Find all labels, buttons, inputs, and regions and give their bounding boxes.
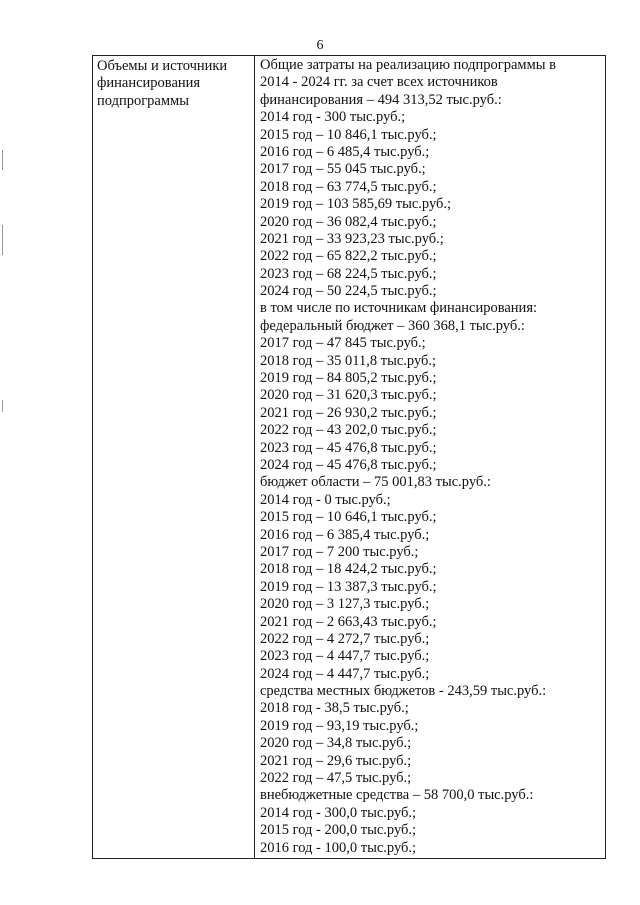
funding-detail-line: 2014 год - 300,0 тыс.руб.; — [260, 804, 417, 821]
scan-margin-mark — [2, 225, 3, 255]
section-label-line: финансирования — [97, 75, 201, 92]
funding-detail-line: 2019 год – 103 585,69 тыс.руб.; — [260, 196, 452, 213]
funding-detail-line: 2022 год – 47,5 тыс.руб.; — [260, 770, 412, 787]
funding-detail-line: 2022 год – 43 202,0 тыс.руб.; — [260, 422, 437, 439]
funding-detail-line: 2018 год – 35 011,8 тыс.руб.; — [260, 352, 437, 369]
funding-detail-line: средства местных бюджетов - 243,59 тыс.руб.: — [260, 683, 547, 700]
funding-detail-line: 2017 год – 7 200 тыс.руб.; — [260, 543, 419, 560]
funding-detail-line: 2024 год – 50 224,5 тыс.руб.; — [260, 283, 437, 300]
funding-detail-line: 2014 - 2024 гг. за счет всех источников — [260, 74, 498, 91]
funding-detail-line: 2016 год – 6 485,4 тыс.руб.; — [260, 143, 430, 160]
funding-detail-line: 2015 год – 10 646,1 тыс.руб.; — [260, 509, 437, 526]
section-label-line: подпрограммы — [97, 92, 189, 109]
funding-detail-line: 2014 год - 0 тыс.руб.; — [260, 491, 391, 508]
funding-detail-line: 2020 год – 3 127,3 тыс.руб.; — [260, 596, 430, 613]
funding-detail-line: 2017 год – 47 845 тыс.руб.; — [260, 335, 426, 352]
funding-detail-line: 2020 год – 36 082,4 тыс.руб.; — [260, 213, 437, 230]
funding-detail-line: 2018 год - 38,5 тыс.руб.; — [260, 700, 409, 717]
funding-detail-line: 2019 год – 84 805,2 тыс.руб.; — [260, 370, 437, 387]
funding-table — [92, 55, 606, 859]
funding-detail-line: Общие затраты на реализацию подпрограммы в — [260, 57, 556, 73]
funding-detail-line: 2023 год – 4 447,7 тыс.руб.; — [260, 648, 430, 665]
funding-detail-line: 2018 год – 18 424,2 тыс.руб.; — [260, 561, 437, 578]
funding-detail-line: 2018 год – 63 774,5 тыс.руб.; — [260, 178, 437, 195]
funding-detail-line: внебюджетные средства – 58 700,0 тыс.руб.: — [260, 787, 534, 804]
funding-detail-line: 2015 год - 200,0 тыс.руб.; — [260, 822, 417, 839]
scan-margin-mark — [2, 400, 3, 412]
funding-detail-line: 2021 год – 26 930,2 тыс.руб.; — [260, 404, 437, 421]
funding-detail-line: 2021 год – 33 923,23 тыс.руб.; — [260, 230, 444, 247]
funding-detail-line: 2019 год – 93,19 тыс.руб.; — [260, 717, 419, 734]
funding-detail-line: 2023 год – 45 476,8 тыс.руб.; — [260, 439, 437, 456]
section-label-cell — [93, 56, 255, 858]
funding-detail-line: 2014 год - 300 тыс.руб.; — [260, 109, 406, 126]
page-number: 6 — [316, 38, 324, 53]
funding-detail-line: 2015 год – 10 846,1 тыс.руб.; — [260, 126, 437, 143]
funding-detail-line: 2024 год – 4 447,7 тыс.руб.; — [260, 665, 430, 682]
funding-detail-line: 2022 год – 65 822,2 тыс.руб.; — [260, 248, 437, 265]
funding-detail-line: 2016 год – 6 385,4 тыс.руб.; — [260, 526, 430, 543]
funding-detail-line: в том числе по источникам финансирования: — [260, 300, 538, 317]
funding-detail-line: бюджет области – 75 001,83 тыс.руб.: — [260, 474, 491, 491]
section-label-line: Объемы и источники — [97, 58, 228, 74]
funding-detail-line: 2021 год – 29,6 тыс.руб.; — [260, 752, 412, 769]
funding-details-cell — [255, 56, 605, 858]
funding-detail-line: 2020 год – 34,8 тыс.руб.; — [260, 735, 412, 752]
scan-margin-mark — [2, 150, 3, 170]
funding-detail-line: финансирования – 494 313,52 тыс.руб.: — [260, 91, 502, 108]
funding-detail-line: 2020 год – 31 620,3 тыс.руб.; — [260, 387, 437, 404]
funding-detail-line: 2019 год – 13 387,3 тыс.руб.; — [260, 578, 437, 595]
funding-detail-line: федеральный бюджет – 360 368,1 тыс.руб.: — [260, 317, 525, 334]
funding-detail-line: 2016 год - 100,0 тыс.руб.; — [260, 839, 417, 856]
funding-detail-line: 2017 год – 55 045 тыс.руб.; — [260, 161, 426, 178]
funding-detail-line: 2021 год – 2 663,43 тыс.руб.; — [260, 613, 437, 630]
funding-detail-line: 2024 год – 45 476,8 тыс.руб.; — [260, 456, 437, 473]
funding-detail-line: 2023 год – 68 224,5 тыс.руб.; — [260, 265, 437, 282]
funding-detail-line: 2022 год – 4 272,7 тыс.руб.; — [260, 630, 430, 647]
